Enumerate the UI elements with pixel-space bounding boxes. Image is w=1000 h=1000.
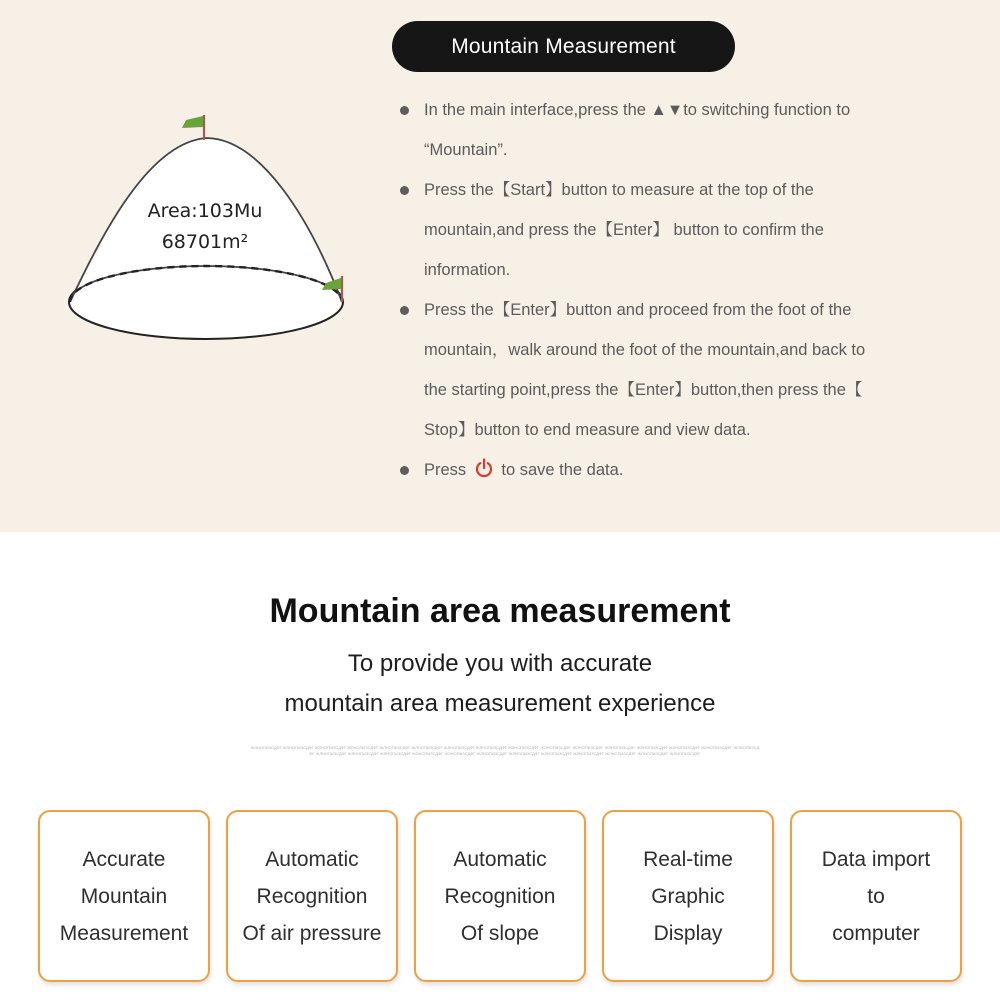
fine-print: ЖЛНОПИЗСДФГ ЖЛНОПИЗСДФГ ЖЛНОПИЗСДФГ ЖЛНОПИЗСДФГ ЖЛНОПИЗСДФГ ЖЛНОПИЗСДФГ ЖЛНОПИЗСДФГ ЖЛНОПИЗСДФГ ЖЛНОПИЗСДФГ ЖЛНОПИЗСДФГ ЖЛНОПИЗСДФГ ЖЛНОПИЗСДФГ ЖЛНОПИЗСДФГ ЖЛНОПИЗСДФГ ЖЛНОПИЗСДФГ ЖЛНОПИЗСДФГ ЖЛНОПИЗСДФГ ЖЛНОПИЗСДФГ ЖЛНОПИЗСДФГ ЖЛНОПИЗСДФГ ЖЛНОПИЗСДФГ ЖЛНОПИЗСДФГ ЖЛНОПИЗСДФГ ЖЛНОПИЗСДФГ ЖЛНОПИЗСДФГ ЖЛНОПИЗСДФГ ЖЛНОПИЗСДФГ ЖЛНОПИЗСДФГ xyxy=(250,745,760,756)
section-title: Mountain Measurement xyxy=(451,34,676,58)
feature-card: Accurate Mountain Measurement xyxy=(38,810,210,982)
bullet xyxy=(400,186,409,195)
instruction-step-3: Press the【Enter】button and proceed from the foot of the mountain，walk around the foot of the mountain,and back to the starting point,press the【Enter】button,then press the【 Stop】button to end measure and view data. xyxy=(398,290,958,450)
instruction-step-4: Press to save the data. xyxy=(398,450,958,490)
feature-card: Automatic Recognition Of air pressure xyxy=(226,810,398,982)
subheading-line-2: mountain area measurement experience xyxy=(284,690,716,717)
feature-card: Real-time Graphic Display xyxy=(602,810,774,982)
instruction-step-2: Press the【Start】button to measure at the top of the mountain,and press the【Enter】 button to confirm the information. xyxy=(398,170,958,290)
instruction-list xyxy=(398,90,958,490)
area-value: 68701m² xyxy=(161,231,249,253)
section-title-pill xyxy=(392,21,735,72)
area-label: Area:103Mu xyxy=(147,200,263,222)
top-flag-icon xyxy=(182,116,203,128)
bullet xyxy=(400,306,409,315)
feature-card: Automatic Recognition Of slope xyxy=(414,810,586,982)
bullet xyxy=(400,106,409,115)
mountain-illustration xyxy=(60,108,360,358)
bullet xyxy=(400,466,409,475)
feature-cards xyxy=(0,810,1000,982)
main-heading: Mountain area measurement xyxy=(269,592,731,630)
power-icon xyxy=(474,458,494,478)
instruction-step-1: In the main interface,press the ▲▼to switching function to “Mountain”. xyxy=(398,90,958,170)
feature-card: Data import to computer xyxy=(790,810,962,982)
subheading-line-1: To provide you with accurate xyxy=(347,650,653,677)
